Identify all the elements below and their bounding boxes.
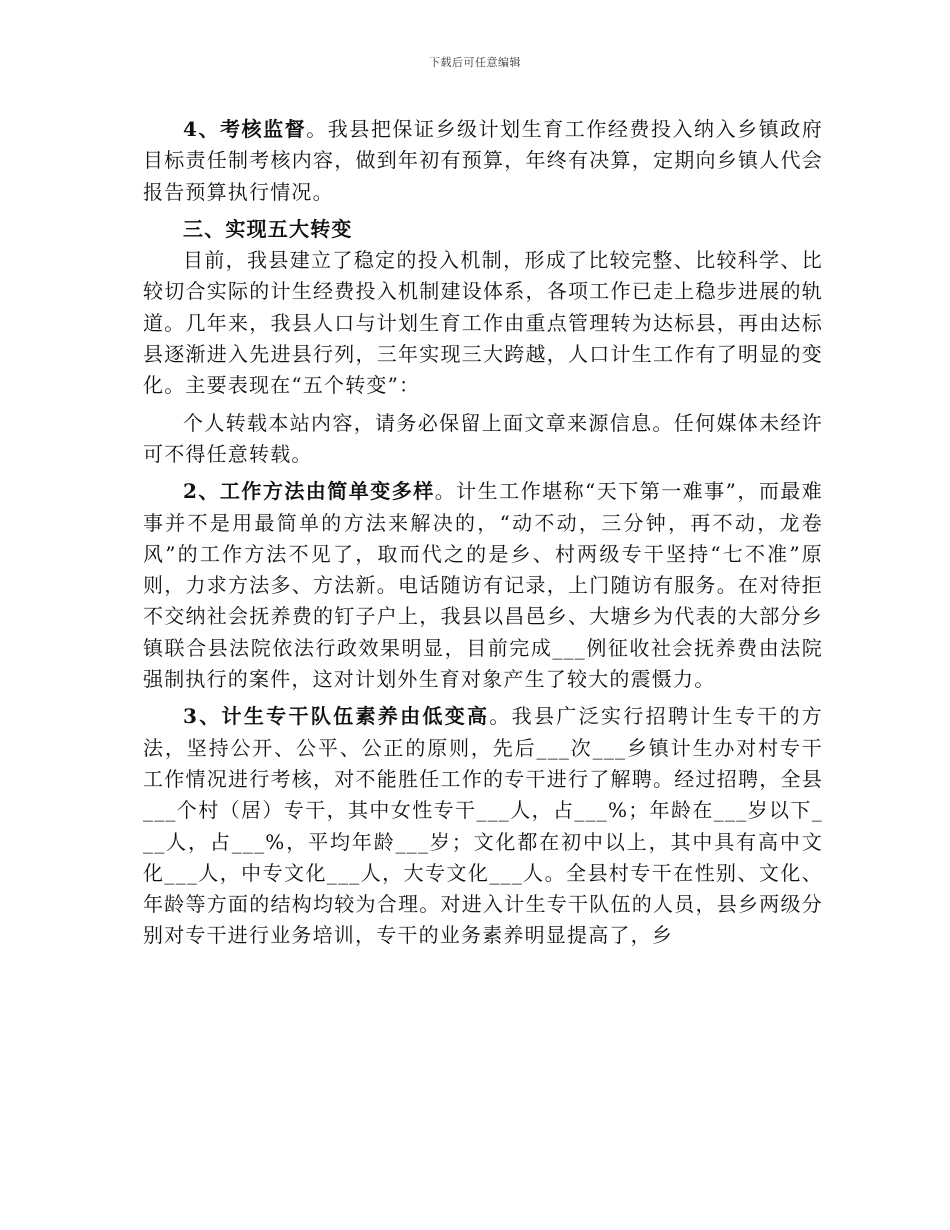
- paragraph-staff-quality: [143, 701, 823, 951]
- paragraph-assessment-supervision: [143, 114, 823, 208]
- paragraph-text: 。我县广泛实行招聘计生专干的方法，坚持公开、公平、公正的原则，先后___次___乡镇计生办对村专干工作情况进行考核，对不能胜任工作的专干进行了解聘。经过招聘，全县___个村（居）专干，其中女性专干___人，占___%；年龄在___岁以下___人，占___%，平均年龄___岁；文化都在初中以上，其中具有高中文化___人，中专文化___人，大专文化___人。全县村专干在性别、文化、年龄等方面的结构均较为合理。对进入计生专干队伍的人员，县乡两级分别对专干进行业务培训，专干的业务素养明显提高了，乡: [143, 704, 823, 948]
- page-header: 下载后可任意编辑: [429, 56, 521, 69]
- document-body: [143, 114, 823, 952]
- paragraph-copyright-notice: [143, 408, 823, 471]
- paragraph-intro: [143, 245, 823, 401]
- paragraph-lead: 4、考核监督: [183, 117, 307, 141]
- section-heading: 三、实现五大转变: [183, 216, 353, 241]
- paragraph-lead: 3、计生专干队伍素养由低变高: [183, 704, 490, 729]
- paragraph-work-methods: [143, 476, 823, 695]
- paragraph-text: 目前，我县建立了稳定的投入机制，形成了比较完整、比较科学、比较切合实际的计生经费投入机制建设体系，各项工作已走上稳步进展的轨道。几年来，我县人口与计划生育工作由重点管理转为达标县，再由达标县逐渐进入先进县行列，三年实现三大跨越，人口计生工作有了明显的变化。主要表现在“五个转变”：: [143, 248, 823, 398]
- paragraph-text: 。计生工作堪称“天下第一难事”，而最难事并不是用最简单的方法来解决的，“动不动，三分钟，再不动，龙卷风”的工作方法不见了，取而代之的是乡、村两级专干坚持“七不准”原则，力求方法多、方法新。电话随访有记录，上门随访有服务。在对待拒不交纳社会抚养费的钉子户上，我县以昌邑乡、大塘乡为代表的大部分乡镇联合县法院依法行政效果明显，目前完成___例征收社会抚养费由法院强制执行的案件，这对计划外生育对象产生了较大的震慑力。: [143, 479, 823, 692]
- paragraph-lead: 2、工作方法由简单变多样: [183, 479, 435, 504]
- paragraph-text: 个人转载本站内容，请务必保留上面文章来源信息。任何媒体未经许可不得任意转载。: [143, 410, 823, 466]
- paragraph-text: 。我县把保证乡级计划生育工作经费投入纳入乡镇政府目标责任制考核内容，做到年初有预算，年终有决算，定期向乡镇人代会报告预算执行情况。: [143, 117, 823, 204]
